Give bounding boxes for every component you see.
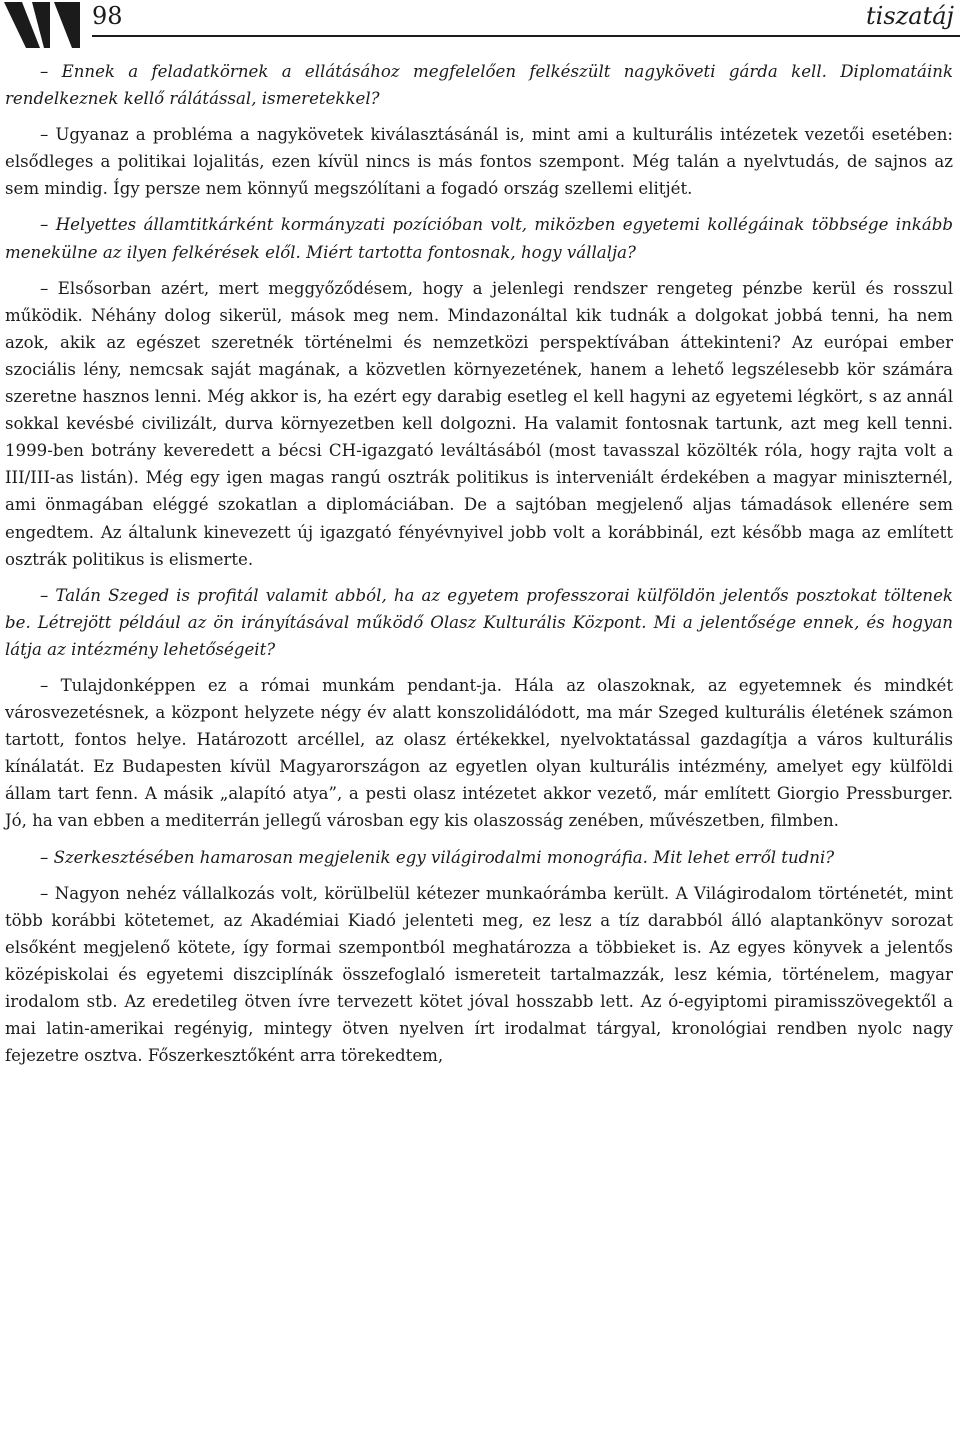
page-number: 98 xyxy=(92,2,123,30)
running-title: tiszatáj xyxy=(866,2,954,30)
article-body xyxy=(5,58,953,1078)
tiszataj-logo-icon xyxy=(4,2,80,48)
interview-answer: – Tulajdonképpen ez a római munkám pendant-ja. Hála az olaszoknak, az egyetemnek és mindkét városvezetésnek, a központ helyzete négy év alatt konszolidálódott, ma már Szeged kulturális életének számon tartott, fontos helye. Határozott arcéllel, az olasz értékekkel, nyelvoktatással gazdagítja a város kulturális kínálatát. Ez Budapesten kívül Magyarországon az egyetlen olyan kulturális intézmény, amelyet egy külföldi állam tart fenn. A másik „alapító atya”, a pesti olasz intézetet akkor vezető, már említett Giorgio Pressburger. Jó, ha van ebben a mediterrán jellegű városban egy kis olaszosság zenében, művészetben, filmben. xyxy=(5,675,953,831)
interview-question: – Szerkesztésében hamarosan megjelenik egy világirodalmi monográfia. Mit lehet erről tudni? xyxy=(40,847,835,867)
header-rule xyxy=(92,35,960,37)
page-header xyxy=(0,0,960,52)
interview-answer: – Ugyanaz a probléma a nagykövetek kiválasztásánál is, mint ami a kulturális intézetek vezetői esetében: elsődleges a politikai lojalitás, ezen kívül nincs is más fontos szempont. Még talán a nyelvtudás, de sajnos az sem mindig. Így persze nem könnyű megszólítani a fogadó ország szellemi elitjét. xyxy=(5,125,953,199)
interview-answer: – Nagyon nehéz vállalkozás volt, körülbelül kétezer munkaórámba került. A Világirodalom történetét, mint több korábbi kötetemet, az Akadémiai Kiadó jelenteti meg, ez lesz a tíz darabból álló alaptankönyv sorozat elsőként megjelenő kötete, így formai szempontból meghatározza a többieket is. Az egyes könyvek a jelentős középiskolai és egyetemi diszciplínák összefoglaló ismereteit tartalmazzák, lesz kémia, történelem, magyar irodalom stb. Az eredetileg ötven ívre tervezett kötet jóval hosszabb lett. Az ó-egyiptomi piramisszövegektől a mai latin-amerikai regényig, mintegy ötven nyelven írt irodalmat tárgyal, kronológiai rendben nyolc nagy fejezetre osztva. Főszerkesztőként arra törekedtem, xyxy=(5,883,953,1066)
interview-question: – Helyettes államtitkárként kormányzati pozícióban volt, miközben egyetemi kollégáinak többsége inkább menekülne az ilyen felkérések elől. Miért tartotta fontosnak, hogy vállalja? xyxy=(5,215,953,262)
interview-question: – Ennek a feladatkörnek a ellátásához megfelelően felkészült nagyköveti gárda kell. Diplomatáink rendelkeznek kellő rálátással, ismeretekkel? xyxy=(5,62,953,109)
interview-answer: – Elsősorban azért, mert meggyőződésem, hogy a jelenlegi rendszer rengeteg pénzbe kerül és rosszul működik. Néhány dolog sikerül, mások meg nem. Mindazonáltal kik tudnák a dolgokat jobbá tenni, ha nem azok, akik az egészet szeretnék történelmi és nemzetközi perspektívában áttekinteni? Az európai ember szociális lény, nemcsak saját magának, a közvetlen környezetének, hanem a lehető legszélesebb kör számára szeretne hasznos lenni. Még akkor is, ha ezért egy darabig esetleg el kell hagyni az egyetemi légkört, s az annál sokkal kevésbé civilizált, durva környezetben kell dolgozni. Ha valamit fontosnak tartunk, azt meg kell tenni. 1999-ben botrány keveredett a bécsi CH-igazgató leváltásából (most tavasszal közölték róla, hogy rajta volt a III/III-as listán). Még egy igen magas rangú osztrák politikus is interveniált érdekében a magyar miniszternél, ami önmagában eléggé szokatlan a diplomáciában. De a sajtóban megjelenő aljas támadások ellenére sem engedtem. Az általunk kinevezett új igazgató fényévnyivel jobb volt a korábbinál, ezt később maga az említett osztrák politikus is elismerte. xyxy=(5,278,953,569)
interview-question: – Talán Szeged is profitál valamit abból, ha az egyetem professzorai külföldön jelentős posztokat töltenek be. Létrejött például az ön irányításával működő Olasz Kulturális Központ. Mi a jelentősége ennek, és hogyan látja az intézmény lehetőségeit? xyxy=(5,585,953,659)
